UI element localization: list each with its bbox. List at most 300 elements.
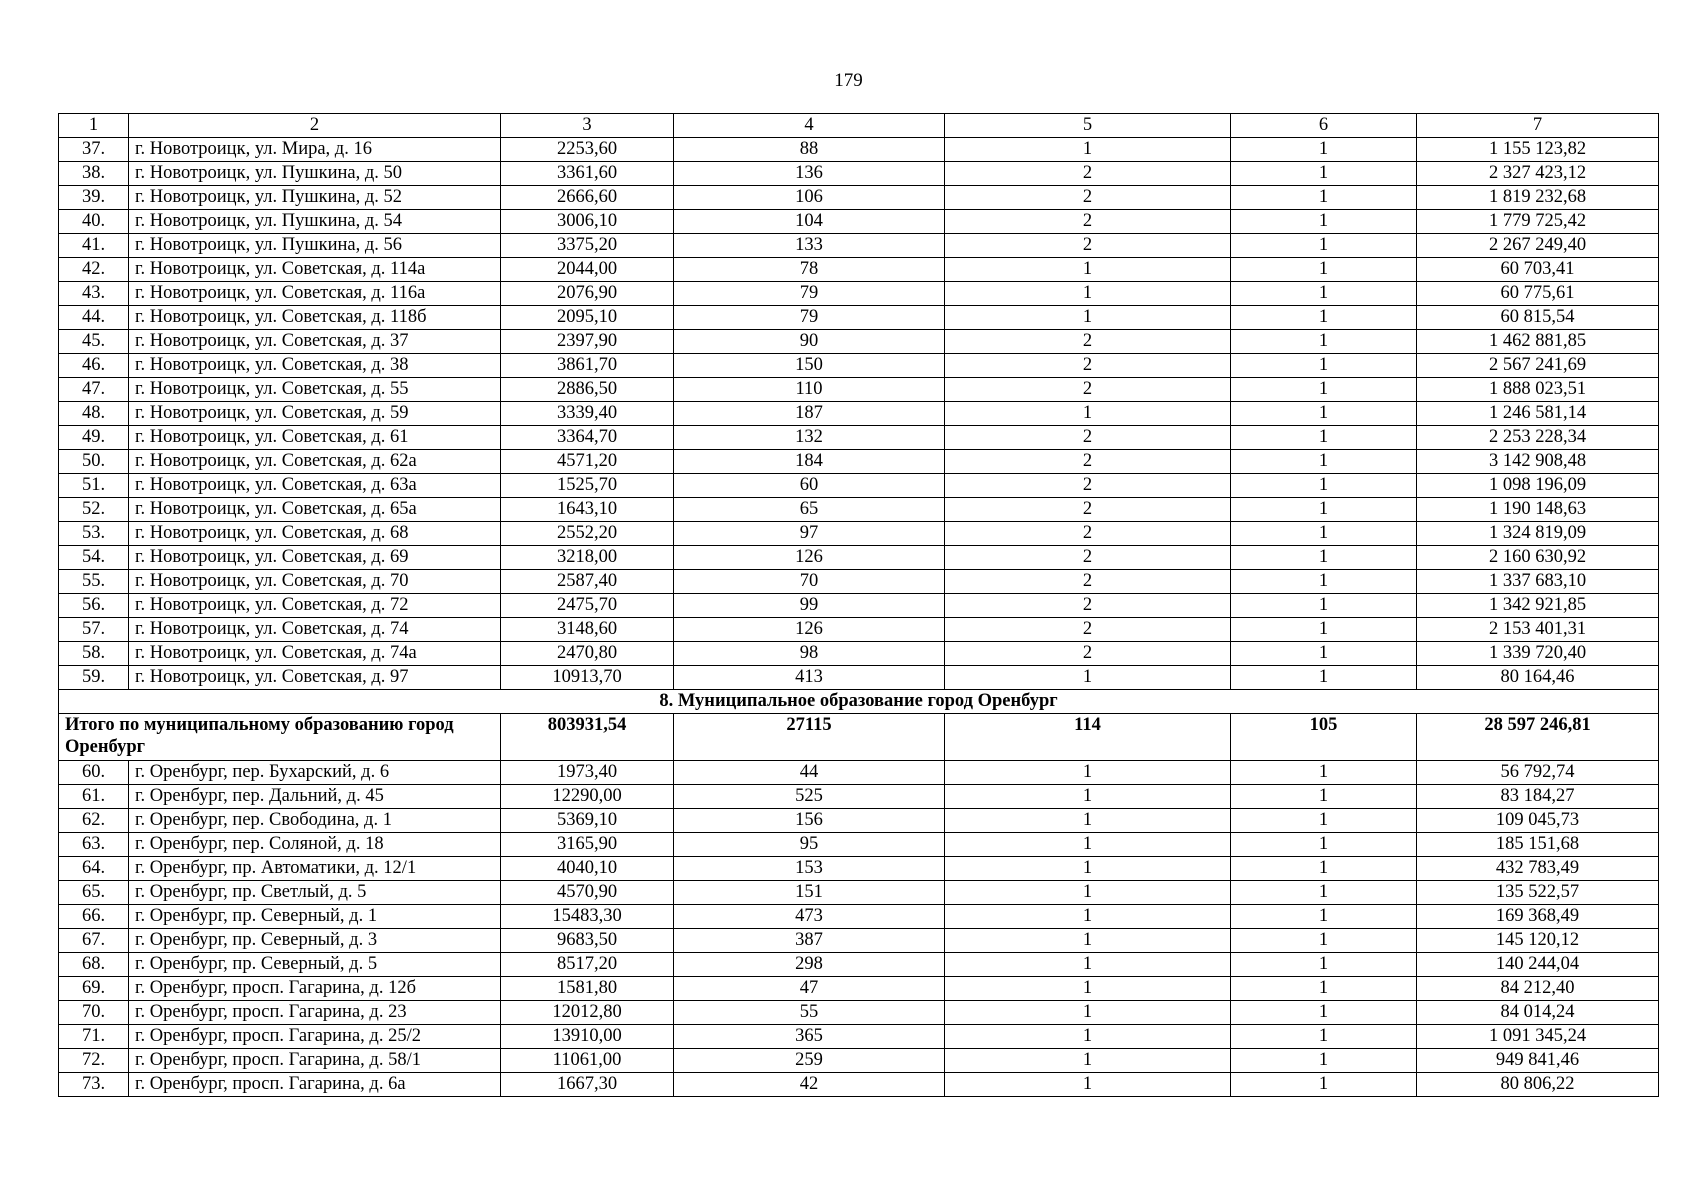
- row-number-cell: 73.: [59, 1073, 129, 1097]
- area-cell: 2475,70: [501, 594, 674, 618]
- column-number: 6: [1231, 114, 1417, 138]
- table-row: [59, 905, 1659, 929]
- residents-cell: 42: [674, 1073, 945, 1097]
- work-count-cell: 2: [945, 570, 1231, 594]
- address-cell: г. Новотроицк, ул. Советская, д. 61: [129, 426, 501, 450]
- area-cell: 1643,10: [501, 498, 674, 522]
- elevator-count-cell: 1: [1231, 953, 1417, 977]
- address-cell: г. Новотроицк, ул. Советская, д. 38: [129, 354, 501, 378]
- residents-cell: 413: [674, 666, 945, 690]
- cost-cell: 56 792,74: [1417, 761, 1659, 785]
- elevator-count-cell: 1: [1231, 761, 1417, 785]
- area-cell: 2253,60: [501, 138, 674, 162]
- address-cell: г. Новотроицк, ул. Советская, д. 55: [129, 378, 501, 402]
- row-number-cell: 38.: [59, 162, 129, 186]
- cost-cell: 135 522,57: [1417, 881, 1659, 905]
- table-row: [59, 1073, 1659, 1097]
- table-row: [59, 642, 1659, 666]
- elevator-count-cell: 1: [1231, 570, 1417, 594]
- table-row: [59, 474, 1659, 498]
- elevator-count-cell: 1: [1231, 402, 1417, 426]
- area-cell: 1581,80: [501, 977, 674, 1001]
- address-cell: г. Новотроицк, ул. Советская, д. 74: [129, 618, 501, 642]
- work-count-cell: 2: [945, 474, 1231, 498]
- area-cell: 2552,20: [501, 522, 674, 546]
- work-count-cell: 1: [945, 1025, 1231, 1049]
- total-elevator-count: 105: [1231, 714, 1417, 761]
- cost-cell: 83 184,27: [1417, 785, 1659, 809]
- row-number-cell: 68.: [59, 953, 129, 977]
- row-number-cell: 59.: [59, 666, 129, 690]
- work-count-cell: 1: [945, 809, 1231, 833]
- cost-cell: 2 267 249,40: [1417, 234, 1659, 258]
- work-count-cell: 2: [945, 450, 1231, 474]
- address-cell: г. Новотроицк, ул. Советская, д. 116а: [129, 282, 501, 306]
- address-cell: г. Оренбург, пр. Северный, д. 1: [129, 905, 501, 929]
- cost-cell: 1 337 683,10: [1417, 570, 1659, 594]
- work-count-cell: 1: [945, 953, 1231, 977]
- work-count-cell: 1: [945, 402, 1231, 426]
- row-number-cell: 58.: [59, 642, 129, 666]
- residents-cell: 44: [674, 761, 945, 785]
- area-cell: 11061,00: [501, 1049, 674, 1073]
- row-number-cell: 43.: [59, 282, 129, 306]
- elevator-count-cell: 1: [1231, 426, 1417, 450]
- table-row: [59, 258, 1659, 282]
- cost-cell: 1 888 023,51: [1417, 378, 1659, 402]
- table-row: [59, 570, 1659, 594]
- total-cost: 28 597 246,81: [1417, 714, 1659, 761]
- elevator-count-cell: 1: [1231, 282, 1417, 306]
- address-cell: г. Новотроицк, ул. Мира, д. 16: [129, 138, 501, 162]
- row-number-cell: 45.: [59, 330, 129, 354]
- table-row: [59, 1001, 1659, 1025]
- row-number-cell: 63.: [59, 833, 129, 857]
- address-cell: г. Новотроицк, ул. Советская, д. 62а: [129, 450, 501, 474]
- cost-cell: 169 368,49: [1417, 905, 1659, 929]
- residents-cell: 65: [674, 498, 945, 522]
- area-cell: 15483,30: [501, 905, 674, 929]
- work-count-cell: 1: [945, 857, 1231, 881]
- area-cell: 5369,10: [501, 809, 674, 833]
- area-cell: 2470,80: [501, 642, 674, 666]
- table-row: [59, 761, 1659, 785]
- area-cell: 2397,90: [501, 330, 674, 354]
- residents-cell: 47: [674, 977, 945, 1001]
- elevator-count-cell: 1: [1231, 833, 1417, 857]
- residents-cell: 99: [674, 594, 945, 618]
- residents-cell: 97: [674, 522, 945, 546]
- table-row: [59, 1025, 1659, 1049]
- residents-cell: 298: [674, 953, 945, 977]
- row-number-cell: 65.: [59, 881, 129, 905]
- row-number-cell: 60.: [59, 761, 129, 785]
- elevator-count-cell: 1: [1231, 258, 1417, 282]
- area-cell: 3364,70: [501, 426, 674, 450]
- residents-cell: 110: [674, 378, 945, 402]
- residents-cell: 136: [674, 162, 945, 186]
- total-work-count: 114: [945, 714, 1231, 761]
- cost-cell: 1 190 148,63: [1417, 498, 1659, 522]
- cost-cell: 2 253 228,34: [1417, 426, 1659, 450]
- residents-cell: 55: [674, 1001, 945, 1025]
- work-count-cell: 1: [945, 785, 1231, 809]
- area-cell: 1525,70: [501, 474, 674, 498]
- work-count-cell: 2: [945, 186, 1231, 210]
- area-cell: 2666,60: [501, 186, 674, 210]
- table-row: [59, 929, 1659, 953]
- cost-cell: 185 151,68: [1417, 833, 1659, 857]
- column-number: 3: [501, 114, 674, 138]
- row-number-cell: 42.: [59, 258, 129, 282]
- area-cell: 4571,20: [501, 450, 674, 474]
- address-cell: г. Новотроицк, ул. Советская, д. 118б: [129, 306, 501, 330]
- row-number-cell: 56.: [59, 594, 129, 618]
- elevator-count-cell: 1: [1231, 498, 1417, 522]
- row-number-cell: 49.: [59, 426, 129, 450]
- cost-cell: 1 324 819,09: [1417, 522, 1659, 546]
- table-row: [59, 354, 1659, 378]
- address-cell: г. Новотроицк, ул. Советская, д. 63а: [129, 474, 501, 498]
- residents-cell: 106: [674, 186, 945, 210]
- work-count-cell: 1: [945, 282, 1231, 306]
- residents-cell: 133: [674, 234, 945, 258]
- area-cell: 3361,60: [501, 162, 674, 186]
- address-cell: г. Оренбург, пер. Дальний, д. 45: [129, 785, 501, 809]
- table-row: [59, 162, 1659, 186]
- work-count-cell: 2: [945, 618, 1231, 642]
- table-row: [59, 138, 1659, 162]
- elevator-count-cell: 1: [1231, 474, 1417, 498]
- residents-cell: 126: [674, 618, 945, 642]
- address-cell: г. Оренбург, пр. Северный, д. 3: [129, 929, 501, 953]
- work-count-cell: 2: [945, 330, 1231, 354]
- elevator-count-cell: 1: [1231, 666, 1417, 690]
- residents-cell: 95: [674, 833, 945, 857]
- table-row: [59, 426, 1659, 450]
- address-cell: г. Оренбург, пер. Соляной, д. 18: [129, 833, 501, 857]
- area-cell: 3375,20: [501, 234, 674, 258]
- elevator-count-cell: 1: [1231, 234, 1417, 258]
- cost-cell: 140 244,04: [1417, 953, 1659, 977]
- row-number-cell: 66.: [59, 905, 129, 929]
- table-row: [59, 210, 1659, 234]
- work-count-cell: 1: [945, 306, 1231, 330]
- row-number-cell: 52.: [59, 498, 129, 522]
- elevator-count-cell: 1: [1231, 354, 1417, 378]
- residents-cell: 70: [674, 570, 945, 594]
- address-cell: г. Новотроицк, ул. Советская, д. 74а: [129, 642, 501, 666]
- row-number-cell: 50.: [59, 450, 129, 474]
- table-row: [59, 498, 1659, 522]
- elevator-count-cell: 1: [1231, 1049, 1417, 1073]
- work-count-cell: 2: [945, 594, 1231, 618]
- table-row: [59, 234, 1659, 258]
- section-row: [59, 690, 1659, 714]
- work-count-cell: 2: [945, 642, 1231, 666]
- work-count-cell: 1: [945, 666, 1231, 690]
- cost-cell: 949 841,46: [1417, 1049, 1659, 1073]
- elevator-count-cell: 1: [1231, 881, 1417, 905]
- area-cell: 3218,00: [501, 546, 674, 570]
- table-row: [59, 402, 1659, 426]
- column-number: 5: [945, 114, 1231, 138]
- table-row: [59, 378, 1659, 402]
- row-number-cell: 41.: [59, 234, 129, 258]
- elevator-count-cell: 1: [1231, 809, 1417, 833]
- area-cell: 2044,00: [501, 258, 674, 282]
- row-number-cell: 62.: [59, 809, 129, 833]
- work-count-cell: 1: [945, 258, 1231, 282]
- elevator-count-cell: 1: [1231, 1025, 1417, 1049]
- row-number-cell: 44.: [59, 306, 129, 330]
- address-cell: г. Оренбург, просп. Гагарина, д. 25/2: [129, 1025, 501, 1049]
- row-number-cell: 67.: [59, 929, 129, 953]
- table-row: [59, 809, 1659, 833]
- work-count-cell: 2: [945, 498, 1231, 522]
- residents-cell: 132: [674, 426, 945, 450]
- elevator-count-cell: 1: [1231, 785, 1417, 809]
- cost-cell: 1 246 581,14: [1417, 402, 1659, 426]
- area-cell: 3006,10: [501, 210, 674, 234]
- cost-cell: 1 819 232,68: [1417, 186, 1659, 210]
- column-number: 2: [129, 114, 501, 138]
- row-number-cell: 69.: [59, 977, 129, 1001]
- row-number-cell: 39.: [59, 186, 129, 210]
- address-cell: г. Новотроицк, ул. Пушкина, д. 54: [129, 210, 501, 234]
- row-number-cell: 70.: [59, 1001, 129, 1025]
- address-cell: г. Новотроицк, ул. Советская, д. 37: [129, 330, 501, 354]
- total-row: [59, 714, 1659, 761]
- table-row: [59, 833, 1659, 857]
- address-cell: г. Оренбург, просп. Гагарина, д. 6а: [129, 1073, 501, 1097]
- work-count-cell: 2: [945, 426, 1231, 450]
- address-cell: г. Оренбург, пр. Автоматики, д. 12/1: [129, 857, 501, 881]
- residents-cell: 473: [674, 905, 945, 929]
- address-cell: г. Оренбург, пер. Свободина, д. 1: [129, 809, 501, 833]
- elevator-count-cell: 1: [1231, 1001, 1417, 1025]
- residents-cell: 88: [674, 138, 945, 162]
- table-row: [59, 785, 1659, 809]
- residents-cell: 525: [674, 785, 945, 809]
- cost-cell: 80 164,46: [1417, 666, 1659, 690]
- elevator-count-cell: 1: [1231, 857, 1417, 881]
- area-cell: 10913,70: [501, 666, 674, 690]
- elevator-count-cell: 1: [1231, 330, 1417, 354]
- elevator-count-cell: 1: [1231, 186, 1417, 210]
- residents-cell: 387: [674, 929, 945, 953]
- residents-cell: 259: [674, 1049, 945, 1073]
- area-cell: 13910,00: [501, 1025, 674, 1049]
- table-row: [59, 666, 1659, 690]
- table-row: [59, 306, 1659, 330]
- table-body: [59, 114, 1659, 1097]
- work-count-cell: 1: [945, 929, 1231, 953]
- area-cell: 1667,30: [501, 1073, 674, 1097]
- elevator-count-cell: 1: [1231, 977, 1417, 1001]
- residents-cell: 184: [674, 450, 945, 474]
- table-row: [59, 450, 1659, 474]
- work-count-cell: 1: [945, 881, 1231, 905]
- work-count-cell: 2: [945, 378, 1231, 402]
- address-cell: г. Новотроицк, ул. Пушкина, д. 56: [129, 234, 501, 258]
- row-number-cell: 51.: [59, 474, 129, 498]
- cost-cell: 84 212,40: [1417, 977, 1659, 1001]
- cost-cell: 1 339 720,40: [1417, 642, 1659, 666]
- cost-cell: 432 783,49: [1417, 857, 1659, 881]
- cost-cell: 2 160 630,92: [1417, 546, 1659, 570]
- area-cell: 3339,40: [501, 402, 674, 426]
- cost-cell: 60 775,61: [1417, 282, 1659, 306]
- elevator-count-cell: 1: [1231, 618, 1417, 642]
- address-cell: г. Новотроицк, ул. Пушкина, д. 50: [129, 162, 501, 186]
- address-cell: г. Оренбург, просп. Гагарина, д. 23: [129, 1001, 501, 1025]
- total-area: 803931,54: [501, 714, 674, 761]
- work-count-cell: 1: [945, 138, 1231, 162]
- table-row: [59, 881, 1659, 905]
- cost-cell: 60 703,41: [1417, 258, 1659, 282]
- residents-cell: 79: [674, 282, 945, 306]
- table-row: [59, 546, 1659, 570]
- row-number-cell: 71.: [59, 1025, 129, 1049]
- total-label: Итого по муниципальному образованию город Оренбург: [59, 714, 501, 761]
- row-number-cell: 54.: [59, 546, 129, 570]
- cost-cell: 2 327 423,12: [1417, 162, 1659, 186]
- area-cell: 2076,90: [501, 282, 674, 306]
- cost-cell: 2 153 401,31: [1417, 618, 1659, 642]
- address-cell: г. Оренбург, пр. Светлый, д. 5: [129, 881, 501, 905]
- table-row: [59, 1049, 1659, 1073]
- residents-cell: 126: [674, 546, 945, 570]
- cost-cell: 80 806,22: [1417, 1073, 1659, 1097]
- elevator-count-cell: 1: [1231, 905, 1417, 929]
- cost-cell: 84 014,24: [1417, 1001, 1659, 1025]
- row-number-cell: 46.: [59, 354, 129, 378]
- work-count-cell: 2: [945, 522, 1231, 546]
- work-count-cell: 2: [945, 162, 1231, 186]
- table-row: [59, 186, 1659, 210]
- work-count-cell: 1: [945, 977, 1231, 1001]
- column-number-row: [59, 114, 1659, 138]
- row-number-cell: 47.: [59, 378, 129, 402]
- elevator-count-cell: 1: [1231, 306, 1417, 330]
- elevator-count-cell: 1: [1231, 546, 1417, 570]
- cost-cell: 1 091 345,24: [1417, 1025, 1659, 1049]
- residents-cell: 153: [674, 857, 945, 881]
- address-cell: г. Оренбург, пр. Северный, д. 5: [129, 953, 501, 977]
- residents-cell: 150: [674, 354, 945, 378]
- row-number-cell: 64.: [59, 857, 129, 881]
- address-cell: г. Новотроицк, ул. Советская, д. 69: [129, 546, 501, 570]
- residents-cell: 60: [674, 474, 945, 498]
- elevator-count-cell: 1: [1231, 642, 1417, 666]
- address-cell: г. Оренбург, просп. Гагарина, д. 58/1: [129, 1049, 501, 1073]
- residents-cell: 156: [674, 809, 945, 833]
- area-cell: 4570,90: [501, 881, 674, 905]
- cost-cell: 109 045,73: [1417, 809, 1659, 833]
- residents-cell: 90: [674, 330, 945, 354]
- area-cell: 1973,40: [501, 761, 674, 785]
- address-cell: г. Новотроицк, ул. Пушкина, д. 52: [129, 186, 501, 210]
- area-cell: 12290,00: [501, 785, 674, 809]
- row-number-cell: 53.: [59, 522, 129, 546]
- residents-cell: 79: [674, 306, 945, 330]
- residents-cell: 365: [674, 1025, 945, 1049]
- table-row: [59, 282, 1659, 306]
- address-cell: г. Новотроицк, ул. Советская, д. 70: [129, 570, 501, 594]
- page-number: 179: [834, 70, 863, 91]
- residents-cell: 78: [674, 258, 945, 282]
- table-row: [59, 857, 1659, 881]
- residents-cell: 104: [674, 210, 945, 234]
- address-cell: г. Новотроицк, ул. Советская, д. 72: [129, 594, 501, 618]
- cost-cell: 1 098 196,09: [1417, 474, 1659, 498]
- work-count-cell: 2: [945, 210, 1231, 234]
- column-number: 4: [674, 114, 945, 138]
- area-cell: 3148,60: [501, 618, 674, 642]
- cost-cell: 145 120,12: [1417, 929, 1659, 953]
- table-row: [59, 953, 1659, 977]
- address-cell: г. Оренбург, просп. Гагарина, д. 12б: [129, 977, 501, 1001]
- row-number-cell: 72.: [59, 1049, 129, 1073]
- work-count-cell: 1: [945, 1001, 1231, 1025]
- work-count-cell: 2: [945, 354, 1231, 378]
- section-title: 8. Муниципальное образование город Оренбург: [59, 690, 1659, 714]
- address-cell: г. Новотроицк, ул. Советская, д. 114а: [129, 258, 501, 282]
- cost-cell: 1 779 725,42: [1417, 210, 1659, 234]
- residents-cell: 187: [674, 402, 945, 426]
- table-row: [59, 594, 1659, 618]
- area-cell: 12012,80: [501, 1001, 674, 1025]
- work-count-cell: 1: [945, 833, 1231, 857]
- row-number-cell: 40.: [59, 210, 129, 234]
- row-number-cell: 61.: [59, 785, 129, 809]
- area-cell: 8517,20: [501, 953, 674, 977]
- elevator-count-cell: 1: [1231, 210, 1417, 234]
- column-number: 7: [1417, 114, 1659, 138]
- elevator-count-cell: 1: [1231, 522, 1417, 546]
- table-row: [59, 977, 1659, 1001]
- table-row: [59, 330, 1659, 354]
- area-cell: 2587,40: [501, 570, 674, 594]
- elevator-count-cell: 1: [1231, 378, 1417, 402]
- elevator-count-cell: 1: [1231, 138, 1417, 162]
- work-count-cell: 1: [945, 1049, 1231, 1073]
- area-cell: 2095,10: [501, 306, 674, 330]
- cost-cell: 2 567 241,69: [1417, 354, 1659, 378]
- table-row: [59, 522, 1659, 546]
- work-count-cell: 2: [945, 546, 1231, 570]
- elevator-count-cell: 1: [1231, 450, 1417, 474]
- address-cell: г. Новотроицк, ул. Советская, д. 68: [129, 522, 501, 546]
- area-cell: 9683,50: [501, 929, 674, 953]
- elevator-count-cell: 1: [1231, 162, 1417, 186]
- residents-cell: 98: [674, 642, 945, 666]
- cost-cell: 1 462 881,85: [1417, 330, 1659, 354]
- cost-cell: 1 155 123,82: [1417, 138, 1659, 162]
- address-cell: г. Новотроицк, ул. Советская, д. 97: [129, 666, 501, 690]
- residents-cell: 151: [674, 881, 945, 905]
- work-count-cell: 2: [945, 234, 1231, 258]
- area-cell: 3861,70: [501, 354, 674, 378]
- cost-cell: 3 142 908,48: [1417, 450, 1659, 474]
- row-number-cell: 57.: [59, 618, 129, 642]
- work-count-cell: 1: [945, 905, 1231, 929]
- address-cell: г. Новотроицк, ул. Советская, д. 65а: [129, 498, 501, 522]
- elevator-count-cell: 1: [1231, 929, 1417, 953]
- elevator-count-cell: 1: [1231, 594, 1417, 618]
- register-table: [58, 113, 1659, 1097]
